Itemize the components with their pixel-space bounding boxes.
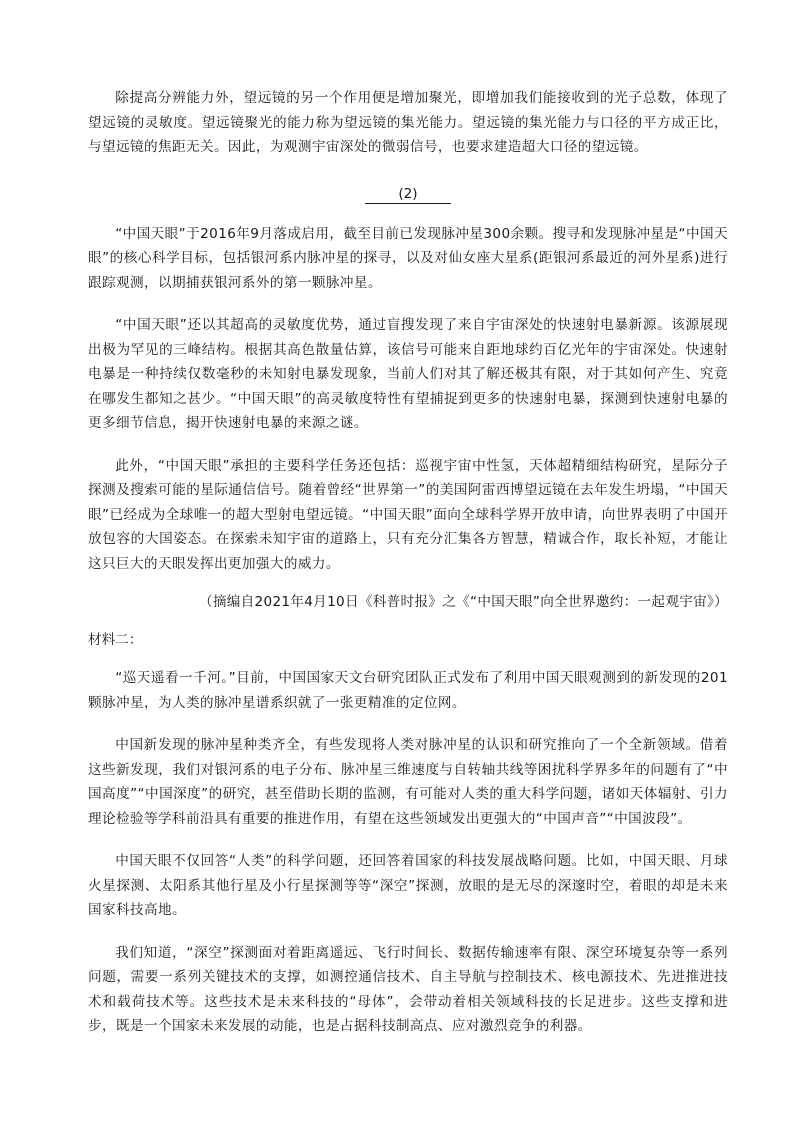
section-heading — [88, 182, 728, 206]
material2-paragraph-2: 中国新发现的脉冲星种类齐全，有些发现将人类对脉冲星的认识和研究推向了一个全新领域。借着这些新发现，我们对银河系的电子分布、脉冲星三维速度与自转轴共线等困扰科学界多年的问题有了“中国高度”“中国深度”的研究，甚至借助长期的监测，有可能对人类的重大科学问题，诸如天体辐射、引力理论检验等学科前沿具有重要的推进作用，有望在这些领域发出更强大的“中国声音”“中国波段”。 — [88, 737, 728, 827]
document-page — [88, 86, 728, 1039]
section2-paragraph-2: “中国天眼”还以其超高的灵敏度优势，通过盲搜发现了来自宇宙深处的快速射电暴新源。该源展现出极为罕见的三峰结构。根据其高色散量估算，该信号可能来自距地球约百亿光年的宇宙深处。快速射电暴是一种持续仅数毫秒的未知射电暴发现象，当前人们对其了解还极其有限，对于其如何产生、究竟在哪发生都知之甚少。“中国天眼”的高灵敏度特性有望捕捉到更多的快速射电暴，探测到快速射电暴的更多细节信息，揭开快速射电暴的来源之谜。 — [88, 317, 728, 431]
material2-paragraph-4: 我们知道，“深空”探测面对着距离遥远、飞行时间长、数据传输速率有限、深空环境复杂等一系列问题，需要一系列关键技术的支撑，如测控通信技术、自主导航与控制技术、核电源技术、先进推进技术和载荷技术等。这些技术是未来科技的“母体”，会带动着相关领域科技的长足进步。这些支撑和进步，既是一个国家未来发展的动能，也是占据科技制高点、应对激烈竞争的利器。 — [88, 944, 728, 1034]
material2-paragraph-1: “巡天遥看一千河。”目前，中国国家天文台研究团队正式发布了利用中国天眼观测到的新发现的201颗脉冲星，为人类的脉冲星谱系织就了一张更精准的定位网。 — [88, 670, 728, 711]
section2-paragraph-1: “中国天眼”于2016年9月落成启用，截至目前已发现脉冲星300余颗。搜寻和发现脉冲星是“中国天眼”的核心科学目标，包括银河系内脉冲星的探寻，以及对仙女座大星系(距银河系最近的河外星系)进行跟踪观测，以期捕获银河系外的第一颗脉冲星。 — [88, 225, 728, 291]
intro-paragraph: 除提高分辨能力外，望远镜的另一个作用便是增加聚光，即增加我们能接收到的光子总数，体现了望远镜的灵敏度。望远镜聚光的能力称为望远镜的集光能力。望远镜的集光能力与口径的平方成正比，与望远镜的焦距无关。因此，为观测宇宙深处的微弱信号，也要求建造超大口径的望远镜。 — [88, 90, 728, 155]
material-two-label: 材料二： — [88, 632, 143, 648]
source-note: （摘编自2021年4月10日《科普时报》之《“中国天眼”向全世界邀约：一起观宇宙》） — [198, 594, 728, 610]
material2-paragraph-3: 中国天眼不仅回答“人类”的科学问题，还回答着国家的科技发展战略问题。比如，中国天眼、月球火星探测、太阳系其他行星及小行星探测等等“深空”探测，放眼的是无尽的深邃时空，着眼的却是未来国家科技高地。 — [88, 853, 728, 918]
section-heading-blank: (2) — [365, 185, 451, 204]
section2-paragraph-3: 此外，“中国天眼”承担的主要科学任务还包括：巡视宇宙中性氢，天体超精细结构研究，星际分子探测及搜索可能的星际通信信号。随着曾经“世界第一”的美国阿雷西博望远镜在去年发生坍塌，“中国天眼”已经成为全球唯一的超大型射电望远镜。“中国天眼”面向全球科学界开放申请，向世界表明了中国开放包容的大国姿态。在探索未知宇宙的道路上，只有充分汇集各方智慧，精诚合作，取长补短，才能让这只巨大的天眼发挥出更加强大的威力。 — [88, 457, 728, 572]
